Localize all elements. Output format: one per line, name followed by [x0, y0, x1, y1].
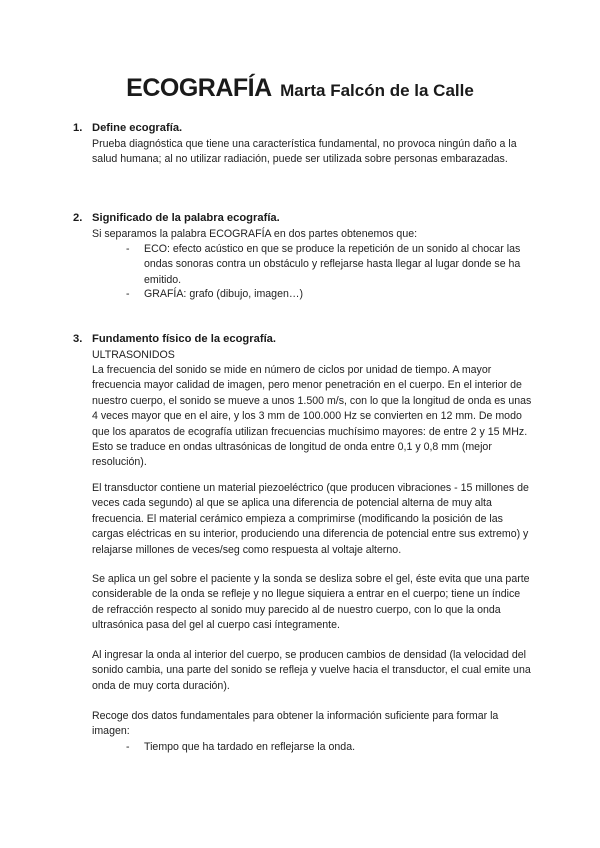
subheading: ULTRASONIDOS: [92, 349, 175, 361]
bullet-dash: -: [126, 288, 130, 300]
list-item-text: ECO: efecto acústico en que se produce la repetición de un sonido al chocar las ondas sonoras contra un obstáculo y reflejarse hasta llegar al lugar donde se ha emitido.: [144, 243, 521, 286]
paragraph: El transductor contiene un material piezoeléctrico (que producen vibraciones - 15 millones de veces cada segundo) al que se aplica una diferencia de potencial alterna de muy alta frecuencia. El material cerámico empieza a comprimirse (modificando la posición de las cargas eléctricas en su interior, produciendo una diferencia de potencial entre sus extremo) y relajarse millones de veces/seg como respuesta al voltaje alterno.: [92, 482, 529, 556]
bullet-dash: -: [126, 741, 130, 753]
list-item: [126, 287, 534, 302]
section-number: 1.: [73, 122, 83, 134]
section-heading: [73, 332, 532, 347]
section-3: [73, 332, 532, 753]
list-item: [126, 242, 534, 288]
list-item-text: GRAFÍA: grafo (dibujo, imagen…): [144, 288, 303, 300]
paragraph: Se aplica un gel sobre el paciente y la sonda se desliza sobre el gel, éste evita que una parte considerable de la onda se refleje y no llegue siquiera a entrar en el cuerpo; tiene un índice de refracción respecto al sonido muy parecido al de nuestro cuerpo, con lo que la onda ultrasónica pasa del gel al cuerpo casi íntegramente.: [92, 573, 530, 632]
section-number: 3.: [73, 333, 83, 345]
section-heading: [73, 121, 532, 136]
section-title: Significado de la palabra ecografía.: [92, 212, 280, 224]
section-1: [73, 121, 532, 166]
document-author: Marta Falcón de la Calle: [280, 81, 474, 100]
list-item-text: Tiempo que ha tardado en reflejarse la onda.: [144, 741, 356, 753]
paragraph: Al ingresar la onda al interior del cuerpo, se producen cambios de densidad (la velocidad del sonido cambia, una parte del sonido se refleja y vuelve hacia el transductor, el cual emite una onda de muy corta duración).: [92, 649, 531, 692]
section-2: [73, 211, 532, 300]
section-title: Fundamento físico de la ecografía.: [92, 333, 277, 345]
section-number: 2.: [73, 212, 83, 224]
paragraph: Prueba diagnóstica que tiene una característica fundamental, no provoca ningún daño a la salud humana; al no utilizar radiación, puede ser utilizada sobre personas embarazadas.: [92, 138, 517, 166]
paragraph: La frecuencia del sonido se mide en número de ciclos por unidad de tiempo. A mayor frecuencia mayor calidad de imagen, pero menor penetración en el cuerpo. En el interior de nuestro cuerpo, el sonido se mueve a unos 1.500 m/s, con lo que la longitud de onda es unas 4 veces mayor que en el aire, y los 3 mm de 100.000 Hz se convierten en 12 mm. De modo que los aparatos de ecografía utilizan frecuencias muchísimo mayores: de entre 2 y 15 MHz. Esto se traduce en ondas ultrasónicas de longitud de onda entre 0,1 y 0,8 mm (mejor resolución).: [92, 364, 532, 469]
document-title-block: [0, 74, 600, 103]
section-heading: [73, 211, 532, 226]
section-title: Define ecografía.: [92, 122, 183, 134]
paragraph: Recoge dos datos fundamentales para obtener la información suficiente para formar la imagen:: [92, 710, 499, 738]
list-item: [126, 740, 534, 755]
bullet-dash: -: [126, 243, 130, 255]
paragraph: Si separamos la palabra ECOGRAFÍA en dos partes obtenemos que:: [92, 228, 418, 240]
document-title: ECOGRAFÍA: [126, 74, 272, 102]
